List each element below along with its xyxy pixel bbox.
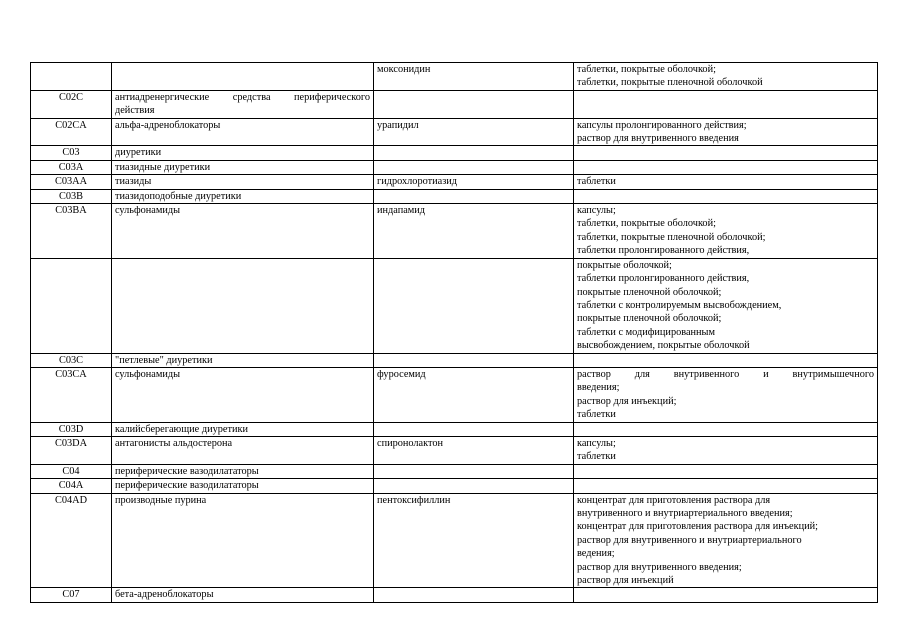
table-row — [31, 588, 878, 602]
dosage-form-line: раствор для внутривенного введения; — [577, 561, 742, 573]
table-row — [31, 436, 878, 464]
table-row — [31, 353, 878, 367]
table-row — [31, 160, 878, 174]
atc-code-cell: C02C — [31, 90, 112, 118]
atc-code-cell: C03BA — [31, 204, 112, 259]
dosage-forms-cell — [574, 189, 878, 203]
group-line: действия — [115, 105, 155, 117]
group-line: тиазидные диуретики — [115, 161, 211, 173]
dosage-form-line: раствор для инъекций — [577, 575, 674, 587]
atc-code-cell — [31, 258, 112, 353]
dosage-form-line: покрытые пленочной оболочкой; — [577, 286, 722, 298]
dosage-form-line: раствор для внутривенного и внутримышечного — [577, 368, 874, 380]
dosage-form-line: раствор для инъекций; — [577, 395, 677, 407]
pharmacological-group-cell — [112, 90, 374, 118]
atc-code-cell: C07 — [31, 588, 112, 602]
pharmacological-group-cell — [112, 588, 374, 602]
dosage-form-line: капсулы пролонгированного действия; — [577, 119, 747, 131]
dosage-forms-cell — [574, 422, 878, 436]
atc-code-cell: C02CA — [31, 118, 112, 146]
table-row — [31, 189, 878, 203]
dosage-form-line: внутривенного и внутриартериального введения; — [577, 508, 793, 519]
drug-name-cell — [374, 479, 574, 493]
dosage-form-line: таблетки с модифицированным — [577, 326, 715, 338]
atc-code-cell: C03DA — [31, 436, 112, 464]
pharmacological-group-cell — [112, 189, 374, 203]
dosage-forms-cell — [574, 588, 878, 602]
atc-code-cell — [31, 63, 112, 91]
pharmacological-group-cell — [112, 118, 374, 146]
pharmacological-group-cell — [112, 422, 374, 436]
dosage-form-line: таблетки, покрытые оболочкой; — [577, 218, 716, 230]
drug-name-cell — [374, 588, 574, 602]
table-row — [31, 146, 878, 160]
dosage-forms-cell — [574, 146, 878, 160]
drug-name-cell: пентоксифиллин — [374, 493, 574, 588]
pharmacological-group-cell — [112, 160, 374, 174]
table-row — [31, 204, 878, 259]
group-line: периферические вазодилататоры — [115, 480, 259, 492]
dosage-forms-cell — [574, 63, 878, 91]
atc-code-cell: C03D — [31, 422, 112, 436]
table-body — [31, 63, 878, 603]
pharmacological-group-cell — [112, 479, 374, 493]
dosage-forms-cell — [574, 479, 878, 493]
dosage-form-line: покрытые пленочной оболочкой; — [577, 313, 722, 325]
drug-name-cell: моксонидин — [374, 63, 574, 91]
dosage-forms-cell — [574, 353, 878, 367]
pharmacological-group-cell — [112, 367, 374, 422]
dosage-forms-cell — [574, 436, 878, 464]
table-row — [31, 367, 878, 422]
dosage-form-line: таблетки пролонгированного действия, — [577, 245, 750, 257]
group-line: антиадренергические средства периферического — [115, 91, 370, 103]
dosage-forms-cell — [574, 493, 878, 588]
group-line: "петлевые" диуретики — [115, 354, 213, 366]
dosage-forms-cell — [574, 118, 878, 146]
dosage-form-line: концентрат для приготовления раствора для инъекций; — [577, 521, 819, 533]
pharmacological-group-cell — [112, 353, 374, 367]
table-row — [31, 479, 878, 493]
atc-code-cell: C03CA — [31, 367, 112, 422]
atc-code-cell: C04AD — [31, 493, 112, 588]
group-line: диуретики — [115, 147, 162, 159]
group-line: тиазидоподобные диуретики — [115, 190, 242, 202]
dosage-form-line: таблетки, покрытые пленочной оболочкой; — [577, 231, 766, 243]
dosage-form-line: таблетки с контролируемым высвобождением, — [577, 299, 782, 311]
drug-name-cell — [374, 90, 574, 118]
pharmacological-group-cell — [112, 464, 374, 478]
drug-name-cell — [374, 353, 574, 367]
atc-code-cell: C04 — [31, 464, 112, 478]
dosage-form-line: концентрат для приготовления раствора для — [577, 494, 771, 506]
group-line: калийсберегающие диуретики — [115, 423, 248, 435]
dosage-form-line: высвобождением, покрытые оболочкой — [577, 340, 750, 352]
drug-name-cell — [374, 146, 574, 160]
dosage-form-line: таблетки, покрытые пленочной оболочкой — [577, 77, 763, 89]
atc-code-cell: C03 — [31, 146, 112, 160]
dosage-forms-cell — [574, 175, 878, 189]
table-row — [31, 118, 878, 146]
group-line: бета-адреноблокаторы — [115, 589, 214, 601]
group-line: сульфонамиды — [115, 205, 181, 217]
dosage-form-line: капсулы; — [577, 437, 616, 449]
drug-name-cell — [374, 422, 574, 436]
pharmacological-group-cell — [112, 204, 374, 259]
dosage-form-line: таблетки пролонгированного действия, — [577, 273, 750, 285]
drug-name-cell — [374, 160, 574, 174]
table-row — [31, 493, 878, 588]
drug-classification-table — [30, 62, 878, 603]
table-row — [31, 175, 878, 189]
drug-name-cell — [374, 464, 574, 478]
dosage-form-line: таблетки — [577, 176, 616, 188]
drug-name-cell: индапамид — [374, 204, 574, 259]
atc-code-cell: C03AA — [31, 175, 112, 189]
atc-code-cell: C03A — [31, 160, 112, 174]
table-row — [31, 422, 878, 436]
dosage-form-line: введения; — [577, 382, 620, 394]
pharmacological-group-cell — [112, 146, 374, 160]
dosage-forms-cell — [574, 464, 878, 478]
group-line: альфа-адреноблокаторы — [115, 119, 221, 131]
drug-name-cell: урапидил — [374, 118, 574, 146]
table-row — [31, 464, 878, 478]
dosage-form-line: раствор для внутривенного введения — [577, 133, 739, 145]
dosage-form-line: капсулы; — [577, 205, 616, 217]
dosage-form-line: таблетки — [577, 451, 616, 463]
group-line: периферические вазодилататоры — [115, 465, 259, 477]
dosage-forms-cell — [574, 367, 878, 422]
dosage-forms-cell — [574, 90, 878, 118]
pharmacological-group-cell — [112, 493, 374, 588]
table-row — [31, 258, 878, 353]
dosage-form-line: таблетки — [577, 409, 616, 421]
dosage-form-line: покрытые оболочкой; — [577, 259, 672, 271]
atc-code-cell: C04A — [31, 479, 112, 493]
group-line: производные пурина — [115, 494, 207, 506]
pharmacological-group-cell — [112, 63, 374, 91]
dosage-forms-cell — [574, 258, 878, 353]
dosage-forms-cell — [574, 160, 878, 174]
drug-name-cell — [374, 189, 574, 203]
group-line: антагонисты альдостерона — [115, 437, 233, 449]
dosage-form-line: таблетки, покрытые оболочкой; — [577, 64, 716, 75]
pharmacological-group-cell — [112, 436, 374, 464]
table-row — [31, 90, 878, 118]
dosage-forms-cell — [574, 204, 878, 259]
group-line: сульфонамиды — [115, 368, 181, 380]
atc-code-cell: C03C — [31, 353, 112, 367]
dosage-form-line: раствор для внутривенного и внутриартериального — [577, 534, 802, 546]
dosage-form-line: ведения; — [577, 548, 615, 560]
drug-name-cell: спиронолактон — [374, 436, 574, 464]
pharmacological-group-cell — [112, 258, 374, 353]
group-line: тиазиды — [115, 176, 152, 188]
table-row — [31, 63, 878, 91]
drug-name-cell — [374, 258, 574, 353]
drug-name-cell: гидрохлоротиазид — [374, 175, 574, 189]
drug-name-cell: фуросемид — [374, 367, 574, 422]
pharmacological-group-cell — [112, 175, 374, 189]
atc-code-cell: C03B — [31, 189, 112, 203]
